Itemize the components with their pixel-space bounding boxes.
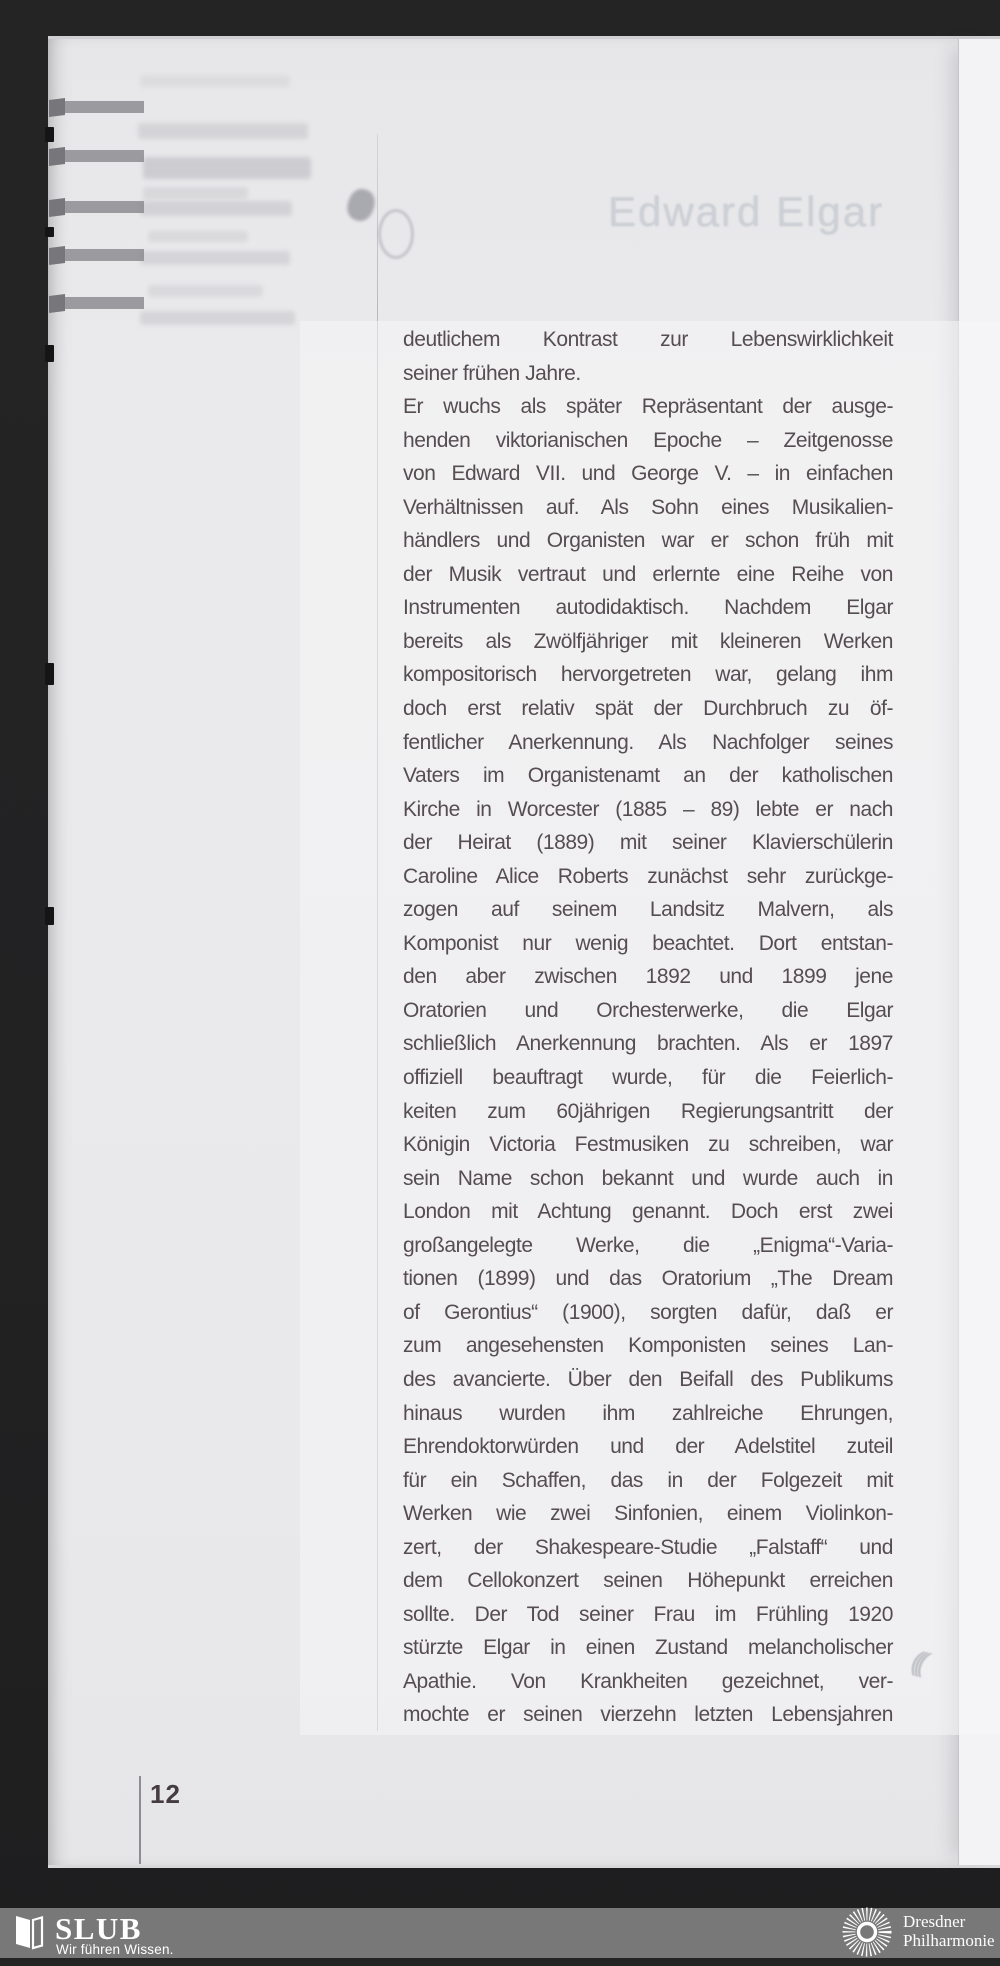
body-text-line: kompositorisch hervorgetreten war, gelang ihm <box>403 663 893 687</box>
binding-edge-mark <box>45 663 54 685</box>
show-through-text <box>140 201 292 216</box>
show-through-mark <box>344 186 379 224</box>
body-text-line: mochte er seinen vierzehn letzten Lebensjahren <box>403 1703 893 1727</box>
body-text-line: großangelegte Werke, die „Enigma“-Varia- <box>403 1233 893 1257</box>
body-text-line: der Heirat (1889) mit seiner Klavierschülerin <box>403 831 893 855</box>
body-text-line: von Edward VII. und George V. – in einfachen <box>403 462 893 486</box>
body-text-line: sein Name schon bekannt und wurde auch in <box>403 1166 893 1190</box>
body-text-line: Oratorien und Orchesterwerke, die Elgar <box>403 998 893 1022</box>
show-through-text <box>148 285 263 297</box>
body-text-line: doch erst relativ spät der Durchbruch zu öf- <box>403 697 893 721</box>
binding-edge-mark <box>45 345 54 362</box>
registration-tab <box>52 297 144 309</box>
slub-tagline: Wir führen Wissen. <box>56 1942 174 1957</box>
show-through-text <box>140 311 295 325</box>
body-text-line: Apathie. Von Krankheiten gezeichnet, ver- <box>403 1669 893 1693</box>
body-text-line: Königin Victoria Festmusiken zu schreiben, war <box>403 1133 893 1157</box>
partner-name-line2: Philharmonie <box>903 1931 995 1950</box>
body-text-block <box>403 323 893 1732</box>
body-text-line: seiner frühen Jahre. <box>403 361 581 385</box>
binding-edge-mark <box>45 127 54 142</box>
body-text-line: Er wuchs als später Repräsentant der ausge- <box>403 395 893 419</box>
body-text-line: händlers und Organisten war er schon früh mit <box>403 529 893 553</box>
starburst-icon <box>838 1903 896 1966</box>
body-text-line: fentlicher Anerkennung. Als Nachfolger seines <box>403 730 893 754</box>
body-text-line: des avancierte. Über den Beifall des Publikums <box>403 1367 893 1391</box>
body-text-line: für ein Schaffen, das in der Folgezeit mit <box>403 1468 893 1492</box>
body-text-line: den aber zwischen 1892 und 1899 jene <box>403 965 893 989</box>
body-text-line: London mit Achtung genannt. Doch erst zwei <box>403 1200 893 1224</box>
show-through-text <box>143 157 311 179</box>
show-through-text <box>148 231 248 242</box>
body-text-line: Komponist nur wenig beachtet. Dort entstan- <box>403 931 893 955</box>
body-text-line: der Musik vertraut und erlernte eine Reihe von <box>403 562 893 586</box>
body-text-line: bereits als Zwölfjähriger mit kleineren Werken <box>403 629 893 653</box>
show-through-text <box>140 75 290 87</box>
registration-tab <box>52 249 144 261</box>
body-text-line: offiziell beauftragt wurde, für die Feierlich- <box>403 1066 893 1090</box>
body-text-line: Instrumenten autodidaktisch. Nachdem Elgar <box>403 596 893 620</box>
registration-tab <box>52 150 144 162</box>
body-text-line: Verhältnissen auf. Als Sohn eines Musikalien- <box>403 495 893 519</box>
body-text-line: zogen auf seinem Landsitz Malvern, als <box>403 898 893 922</box>
body-text-line: stürzte Elgar in einen Zustand melancholischer <box>403 1636 893 1660</box>
body-text-line: Caroline Alice Roberts zunächst sehr zurückge- <box>403 864 893 888</box>
page-heading-ghost: Edward Elgar <box>608 188 885 235</box>
partner-name <box>903 1912 995 1950</box>
body-text-line: Werken wie zwei Sinfonien, einem Violinkon- <box>403 1502 893 1526</box>
pencil-margin-mark: ((( <box>908 1644 926 1677</box>
show-through-text <box>143 187 248 199</box>
page-number: 12 <box>150 1779 181 1809</box>
slub-book-icon <box>13 1912 45 1957</box>
partner-name-line1: Dresdner <box>903 1912 966 1931</box>
show-through-text <box>140 251 290 265</box>
body-text-line: zert, der Shakespeare-Studie „Falstaff“ und <box>403 1535 893 1559</box>
body-text-line: dem Cellokonzert seinen Höhepunkt erreichen <box>403 1569 893 1593</box>
page-number-rule <box>139 1776 141 1864</box>
body-text-line: henden viktorianischen Epoche – Zeitgenosse <box>403 428 893 452</box>
body-text-line: of Gerontius“ (1900), sorgten dafür, daß er <box>403 1300 893 1324</box>
binding-edge-mark <box>45 907 54 925</box>
scanned-page <box>48 36 1000 1868</box>
body-text-line: keiten zum 60jährigen Regierungsantritt der <box>403 1099 893 1123</box>
body-text-line: hinaus wurden ihm zahlreiche Ehrungen, <box>403 1401 893 1425</box>
body-text-line: schließlich Anerkennung brachten. Als er 1897 <box>403 1032 893 1056</box>
body-text-line: Vaters im Organistenamt an der katholischen <box>403 764 893 788</box>
body-text-line: tionen (1899) und das Oratorium „The Dream <box>403 1267 893 1291</box>
body-text-line: deutlichem Kontrast zur Lebenswirklichkeit <box>403 328 893 351</box>
registration-tab <box>52 101 144 113</box>
slub-wordmark: SLUB <box>55 1911 142 1946</box>
body-text-line: sollte. Der Tod seiner Frau im Frühling 1920 <box>403 1602 893 1626</box>
show-through-text <box>138 123 308 139</box>
footer-brand-bar <box>0 1908 1000 1958</box>
body-text-line: Ehrendoktorwürden und der Adelstitel zuteil <box>403 1435 893 1459</box>
registration-tab <box>52 201 144 213</box>
body-text-line: Kirche in Worcester (1885 – 89) lebte er nach <box>403 797 893 821</box>
binding-edge-mark <box>45 227 54 237</box>
body-text-line: zum angesehensten Komponisten seines Lan- <box>403 1334 893 1358</box>
show-through-loop <box>378 209 414 259</box>
